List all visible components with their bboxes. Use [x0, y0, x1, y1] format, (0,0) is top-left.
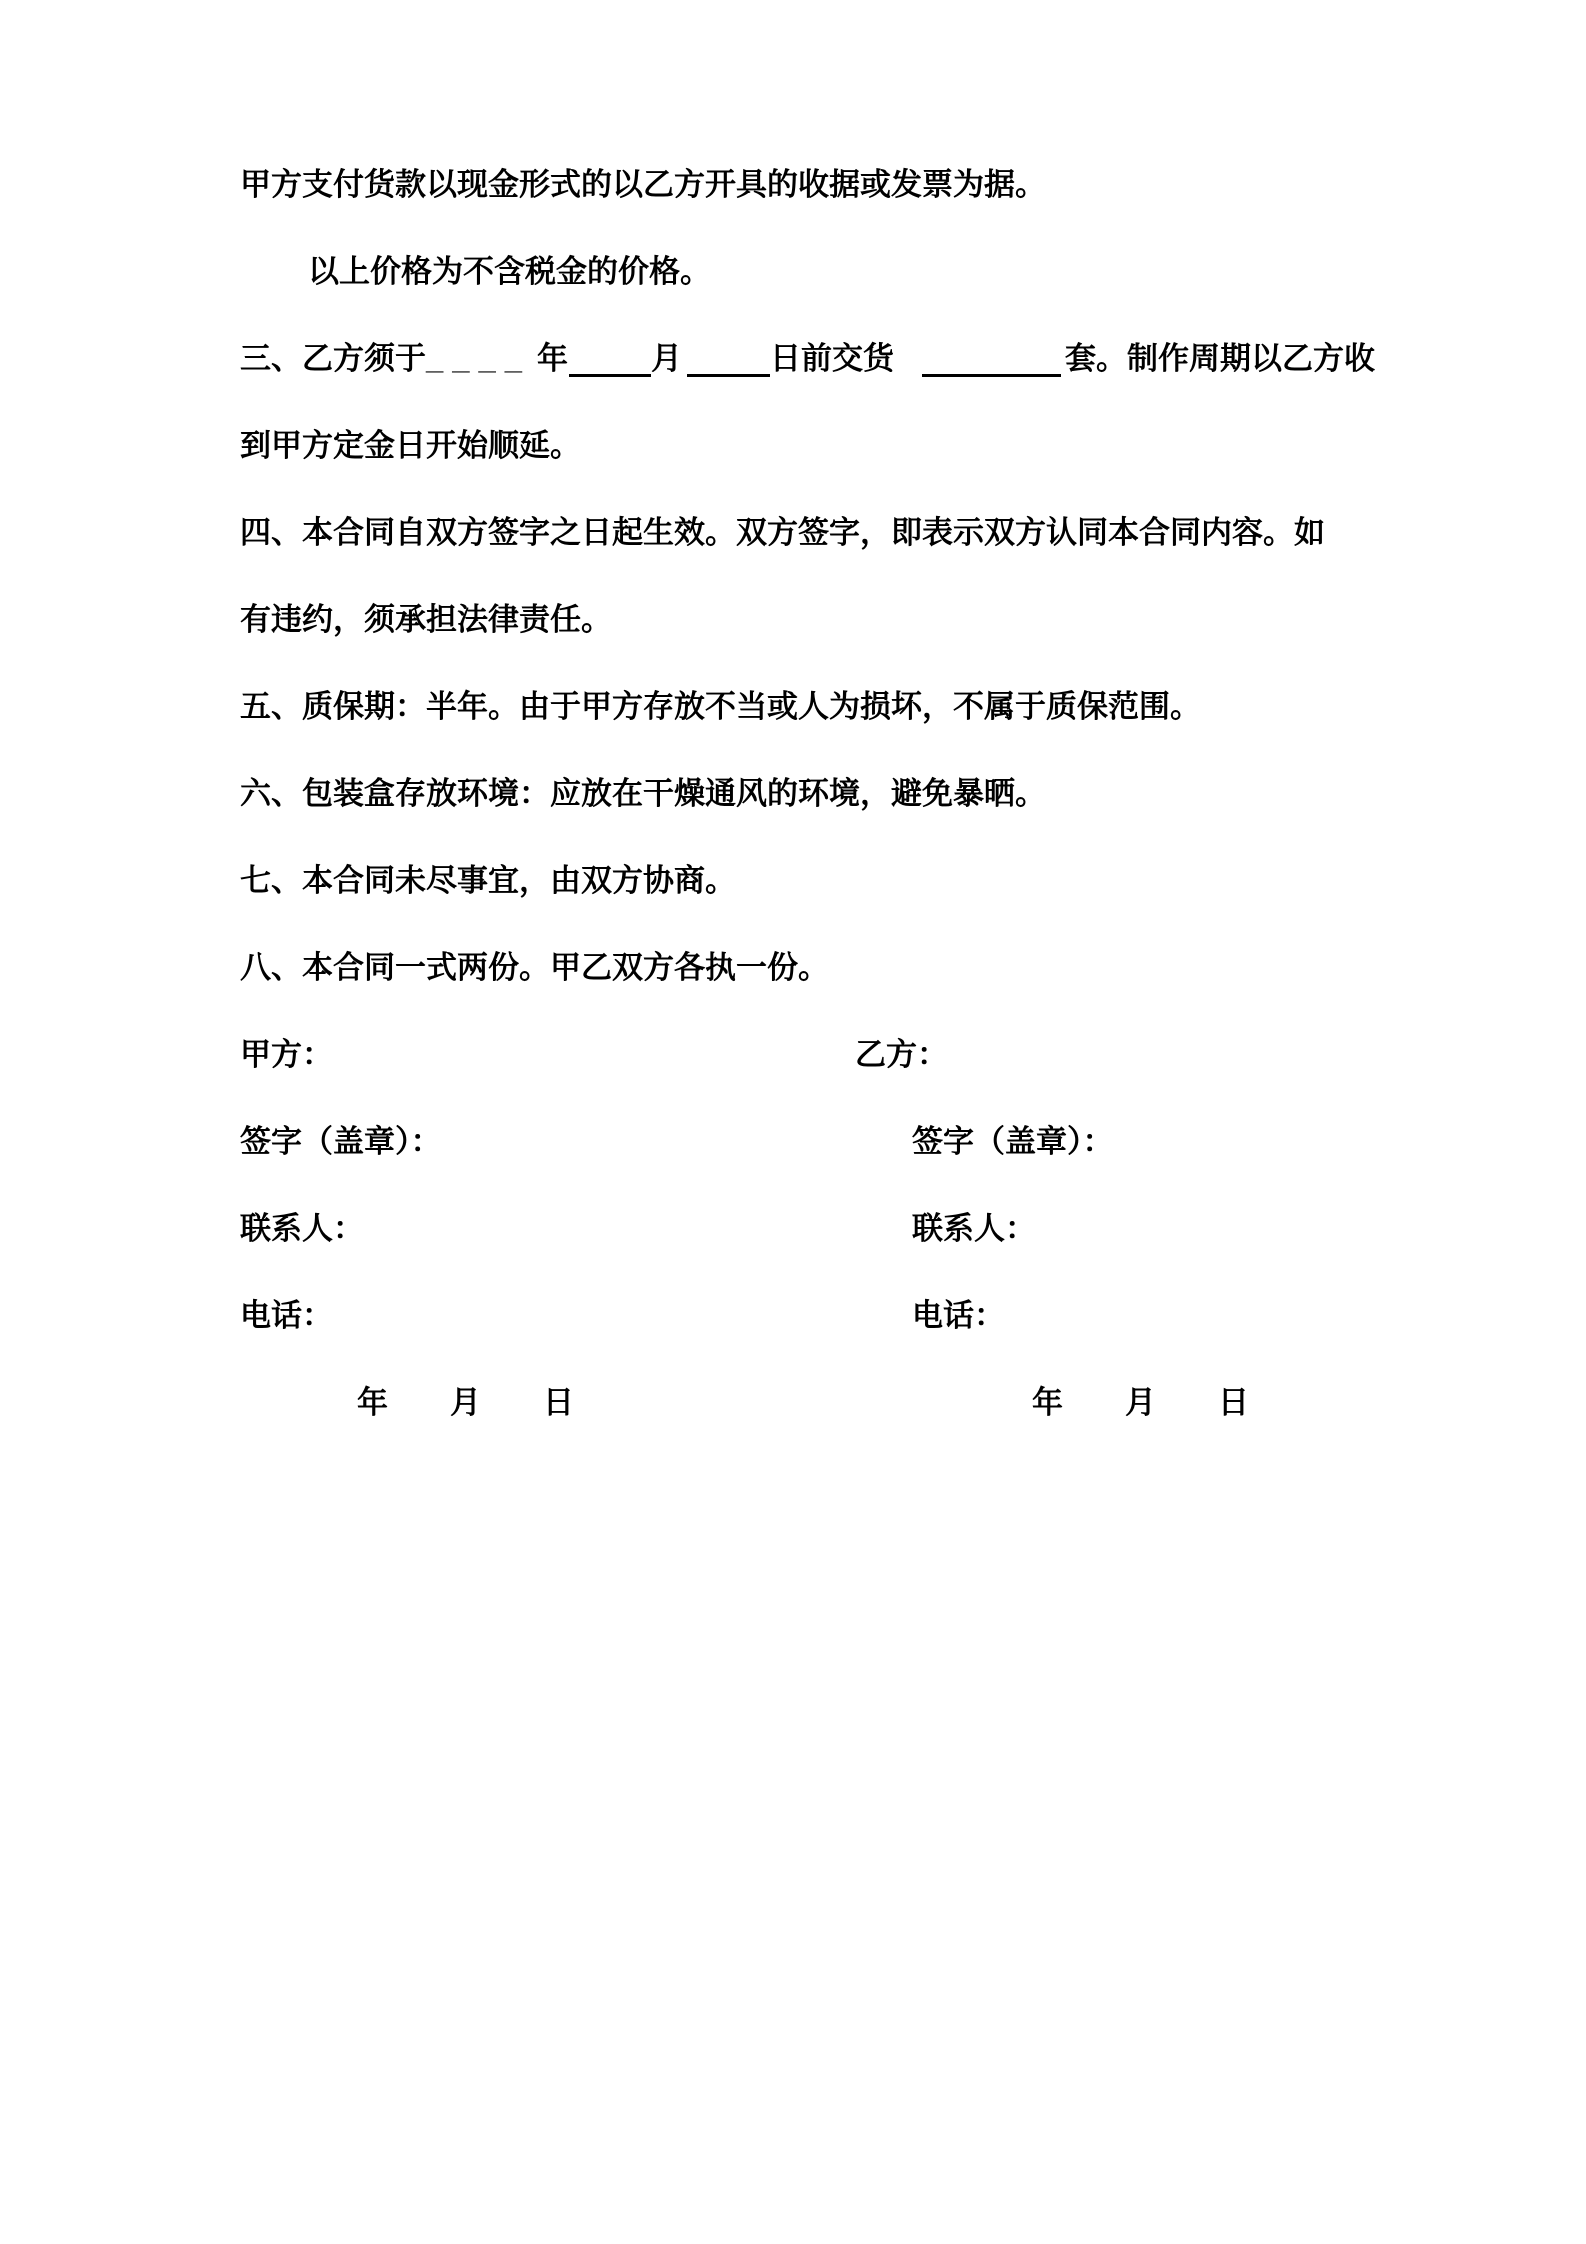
- party-a-label: 甲方：: [240, 1037, 333, 1072]
- year-label: 年: [536, 341, 568, 376]
- year-blank-underscores: ____: [426, 341, 531, 376]
- party-b-phone-label: 电话：: [912, 1298, 1005, 1333]
- party-a-phone-label: 电话：: [240, 1298, 333, 1333]
- month-label: 月: [650, 341, 682, 376]
- clause-5-warranty: 五、质保期：半年。由于甲方存放不当或人为损坏，不属于质保范围。: [240, 689, 1201, 724]
- party-b-contact-label: 联系人：: [912, 1211, 1036, 1246]
- clause-8-copies: 八、本合同一式两份。甲乙双方各执一份。: [240, 950, 829, 985]
- signature-row-sign-seal: [240, 1098, 1456, 1185]
- party-b-sign-seal-label: 签字（盖章）：: [912, 1124, 1114, 1159]
- signature-row-phone: [240, 1272, 1456, 1359]
- clause-3-tail-text: 套。制作周期以乙方收: [1064, 341, 1375, 376]
- clause-payment-evidence: 甲方支付货款以现金形式的以乙方开具的收据或发票为据。: [240, 167, 1046, 202]
- quantity-blank-line: [922, 365, 1061, 377]
- clause-3-delivery: [240, 315, 1456, 402]
- party-b-date-label: 年 月 日: [1032, 1385, 1249, 1420]
- signature-row-contact: [240, 1185, 1456, 1272]
- clause-3-lead-text: 三、乙方须于: [240, 341, 426, 376]
- clause-3-continuation: 到甲方定金日开始顺延。: [240, 428, 581, 463]
- clause-6-storage: 六、包装盒存放环境：应放在干燥通风的环境，避免暴晒。: [240, 776, 1046, 811]
- day-blank-line: [687, 365, 770, 377]
- clause-price-excl-tax: 以上价格为不含税金的价格。: [308, 254, 711, 289]
- day-delivery-text: 日前交货: [769, 341, 894, 376]
- party-a-date-label: 年 月 日: [357, 1385, 574, 1420]
- clause-4-continuation: 有违约，须承担法律责任。: [240, 602, 612, 637]
- month-blank-line: [569, 365, 651, 377]
- party-a-contact-label: 联系人：: [240, 1211, 364, 1246]
- signature-row-party: [240, 1011, 1456, 1098]
- party-b-label: 乙方：: [855, 1037, 948, 1072]
- clause-7-negotiation: 七、本合同未尽事宜，由双方协商。: [240, 863, 736, 898]
- signature-row-date: [240, 1359, 1456, 1446]
- party-a-sign-seal-label: 签字（盖章）：: [240, 1124, 442, 1159]
- clause-4-effectiveness: 四、本合同自双方签字之日起生效。双方签字，即表示双方认同本合同内容。如: [240, 515, 1325, 550]
